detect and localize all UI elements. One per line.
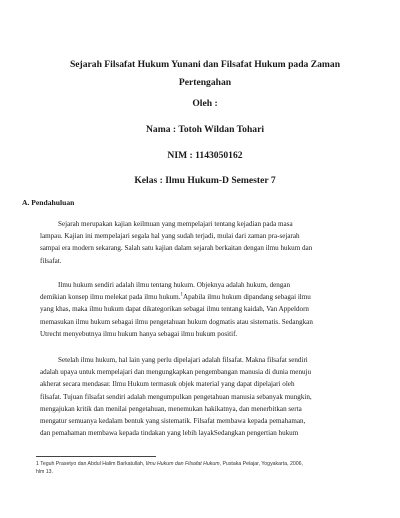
paragraph-line: adalah upaya untuk mempelajari dan mengungkapkan pengembangan manusia di dunia menuju <box>40 368 312 377</box>
student-id: NIM : 1143050162 <box>167 150 243 161</box>
footnote-line-1 <box>36 460 366 468</box>
footnote-authors: 1 Teguh Prasetyo dan Abdul Halim Barkatullah, <box>36 461 146 467</box>
paragraph-line: filsafat. <box>40 256 62 265</box>
footnote-book-title: Ilmu Hukum dan Filsafat Hukum <box>145 461 220 467</box>
paragraph-line: akherat secara mendasar. Ilmu Hukum termasuk objek material yang dapat dipelajari oleh <box>40 380 295 389</box>
paragraph-line: Ilmu hukum sendiri adalah ilmu tentang hukum. Objeknya adalah hukum, dengan <box>58 281 291 289</box>
paragraph-line: Utrecht menyebutnya ilmu hukum hanya sebagai ilmu hukum positif. <box>40 329 238 338</box>
section-heading: A. Pendahuluan <box>22 198 75 207</box>
paragraph-line: mengatur semuanya kedalam bentuk yang sistematik. Filsafat membawa kepada pemahaman, <box>40 417 306 426</box>
footnote <box>36 460 366 476</box>
title-line-2: Pertengahan <box>178 77 232 88</box>
footnote-divider <box>36 456 156 457</box>
text-after-footnote: Apabila ilmu hukum dipandang sebagai ilmu <box>182 293 311 302</box>
paragraph-line: memasukan ilmu hukum sebagai ilmu pengetahuan hukum dogmatis atau sistematis. Sedangkan <box>40 317 313 326</box>
document-title <box>40 56 370 92</box>
paragraph-2 <box>40 279 360 340</box>
paragraph-line: mengajukan kritik dan menilai pengetahuan, menemukan hakikatnya, dan menerbitkan serta <box>40 404 302 413</box>
footnote-publisher: , Pustaka Pelajar, Yogyakarta, 2006, <box>219 461 303 467</box>
text-before-footnote: demikian konsep ilmu melekat pada ilmu hukum. <box>40 293 181 302</box>
class-info: Kelas : Ilmu Hukum-D Semester 7 <box>134 175 276 186</box>
paragraph-line: filsafat. Tujuan filsafat sendiri adalah mengumpulkan pengetahuan manusia sebanyak mungkin, <box>40 392 312 401</box>
footnote-line-2: hlm 13. <box>36 469 54 475</box>
paragraph-1 <box>40 218 360 267</box>
title-line-1: Sejarah Filsafat Hukum Yunani dan Filsafat Hukum pada Zaman <box>69 59 341 70</box>
paragraph-line: sampai era modern sekarang. Salah satu kajian dalam sejarah berkaitan dengan ilmu hukum dan <box>40 244 313 253</box>
paragraph-line-with-footnote <box>40 291 360 303</box>
footnote-marker[interactable]: 1 <box>180 292 183 298</box>
paragraph-line: yang khas, maka ilmu hukum dapat dikategorikan sebagai ilmu tentang kaidah, Van Appeldorn <box>40 305 309 314</box>
paragraph-3 <box>40 354 360 439</box>
paragraph-line: Sejarah merupakan kajian keilmuan yang mempelajari tentang kejadian pada masa <box>58 220 293 228</box>
author-name: Nama : Totoh Wildan Tohari <box>145 124 264 135</box>
author-label: Oleh : <box>192 98 218 109</box>
paragraph-line: Setelah ilmu hukum, hal lain yang perlu dipelajari adalah filsafat. Makna filsafat sendiri <box>58 356 308 364</box>
paragraph-line: dan pemahaman membawa kepada tindakan yang lebih layakSedangkan pengertian hukum <box>40 429 299 438</box>
paragraph-line: lampau. Kajian ini mempelajari segala hal yang sudah terjadi, mulai dari zaman pra-sejarah <box>40 232 300 241</box>
